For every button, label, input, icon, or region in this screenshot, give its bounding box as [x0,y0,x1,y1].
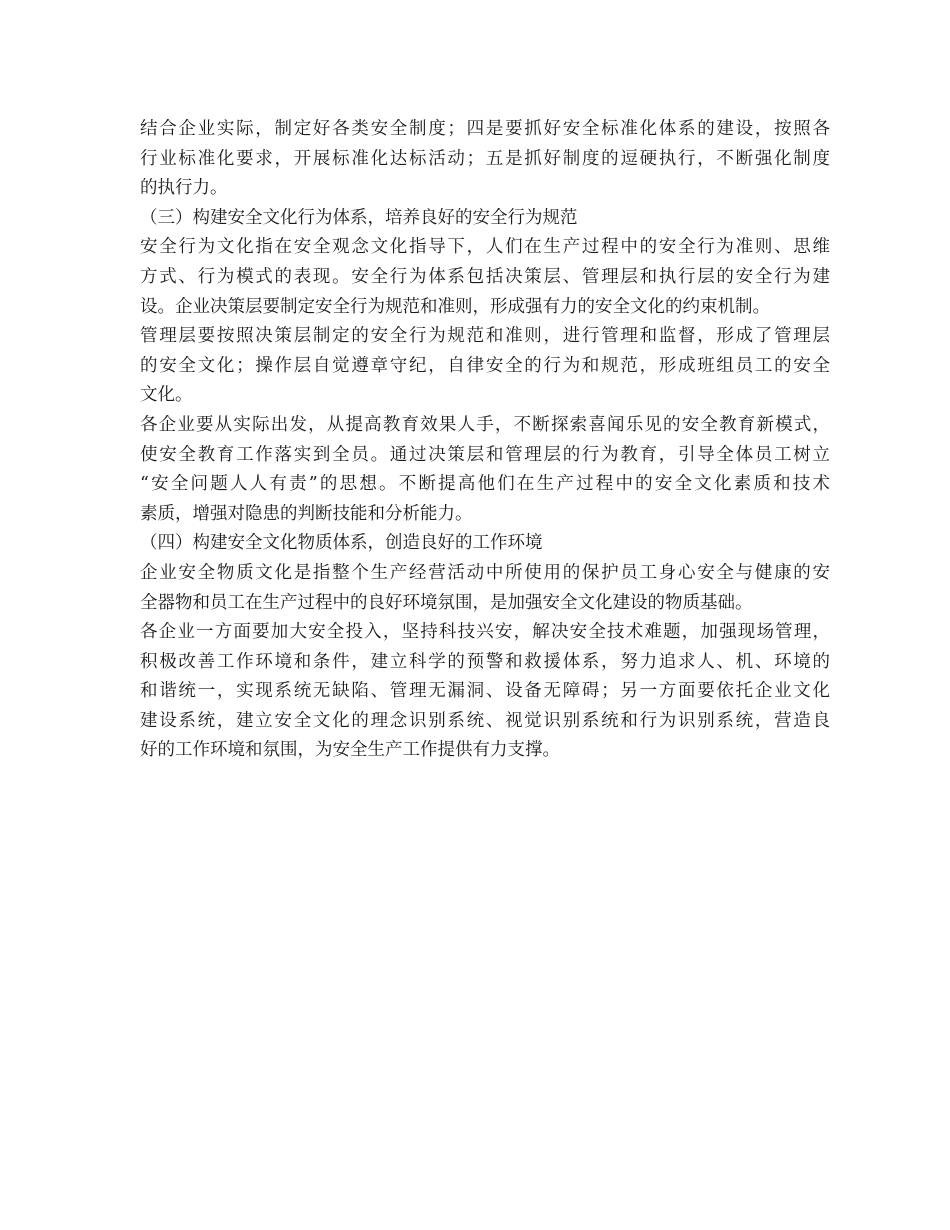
body-text-line: 的执行力。 [140,178,228,199]
body-text-line: 各企业一方面要加大安全投入，坚持科技兴安，解决安全技术难题，加强现场管理， [140,622,830,643]
body-text-line: 方式、行为模式的表现。安全行为体系包括决策层、管理层和执行层的安全行为建 [140,266,830,287]
body-text-line: 结合企业实际，制定好各类安全制度；四是要抓好安全标准化体系的建设，按照各 [140,119,830,139]
body-text-line: 的安全文化；操作层自觉遵章守纪，自律安全的行为和规范，形成班组员工的安全 [140,355,830,376]
body-text-line: 素质，增强对隐患的判断技能和分析能力。 [140,503,473,524]
body-text-line: “安全问题人人有责”的思想。不断提高他们在生产过程中的安全文化素质和技术 [140,474,830,495]
body-text-line: 好的工作环境和氛围，为安全生产工作提供有力支撑。 [140,740,560,761]
body-text-line: 管理层要按照决策层制定的安全行为规范和准则，进行管理和监督，形成了管理层 [140,326,830,347]
body-text-line: 和谐统一，实现系统无缺陷、管理无漏洞、设备无障碍；另一方面要依托企业文化 [140,681,830,702]
section-heading-3: （三）构建安全文化行为体系，培养良好的安全行为规范 [140,207,578,228]
document-body [140,115,830,766]
body-text-line: 设。企业决策层要制定安全行为规范和准则，形成强有力的安全文化的约束机制。 [140,296,770,317]
body-text-line: 各企业要从实际出发，从提高教育效果人手，不断探索喜闻乐见的安全教育新模式， [140,414,830,435]
body-text-line: 企业安全物质文化是指整个生产经营活动中所使用的保护员工身心安全与健康的安 [140,562,830,583]
body-text-line: 积极改善工作环境和条件，建立科学的预警和救援体系，努力追求人、机、环境的 [140,651,830,672]
body-text-line: 使安全教育工作落实到全员。通过决策层和管理层的行为教育，引导全体员工树立 [140,444,830,465]
body-text-line: 安全行为文化指在安全观念文化指导下，人们在生产过程中的安全行为准则、思维 [140,237,830,258]
section-heading-4: （四）构建安全文化物质体系，创造良好的工作环境 [140,533,543,554]
body-text-line: 文化。 [140,385,193,406]
body-text-line: 全器物和员工在生产过程中的良好环境氛围，是加强安全文化建设的物质基础。 [140,592,753,613]
body-text-line: 行业标准化要求，开展标准化达标活动；五是抓好制度的逗硬执行，不断强化制度 [140,148,830,169]
body-text-line: 建设系统，建立安全文化的理念识别系统、视觉识别系统和行为识别系统，营造良 [140,710,830,731]
